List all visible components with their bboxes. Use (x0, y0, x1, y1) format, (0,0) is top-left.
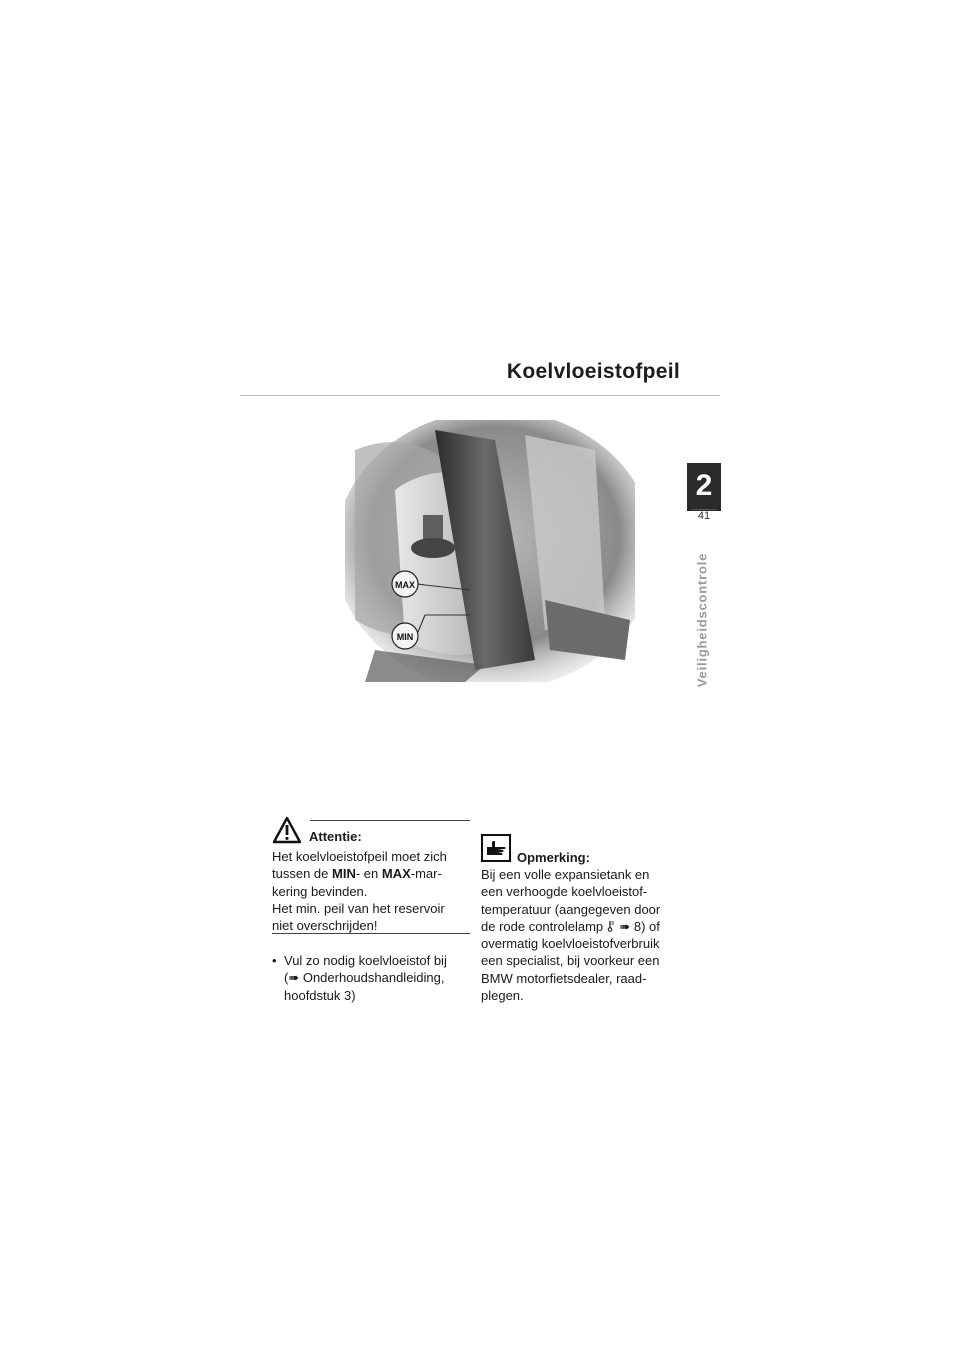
coolant-temperature-lamp-icon (607, 920, 616, 932)
note-line: een specialist, bij voorkeur een (481, 953, 660, 969)
chapter-number: 2 (695, 469, 713, 502)
instruction-line: (➠ Onderhoudshandleiding, (284, 970, 445, 986)
note-text (481, 866, 687, 1004)
warning-line: Het koelvloeistofpeil moet zich (272, 849, 447, 864)
note-title: Opmerking: (517, 850, 590, 865)
warning-line: Het min. peil van het reservoir (272, 900, 445, 916)
title-divider (240, 395, 720, 396)
note-line: BMW motorfietsdealer, raad- (481, 970, 647, 986)
section-side-label: Veiligheidscontrole (694, 552, 710, 688)
note-line: overmatig koelvloeistofverbruik (481, 936, 660, 952)
warning-top-rule (310, 820, 470, 821)
warning-triangle-icon (272, 816, 302, 844)
text-fragment: tussen de (272, 866, 332, 882)
chapter-tab (687, 463, 721, 533)
instruction-line: hoofdstuk 3) (284, 987, 356, 1003)
text-fragment: ➠ 8) of (615, 918, 660, 934)
note-line: temperatuur (aangegeven door (481, 901, 661, 917)
warning-line (272, 865, 472, 882)
instruction-line: Vul zo nodig koelvloeistof bij (284, 953, 447, 968)
warning-title: Attentie: (309, 829, 362, 844)
text-fragment: de rode controlelamp (481, 918, 607, 934)
warning-bottom-rule (272, 933, 470, 934)
bullet-mark: • (272, 953, 277, 968)
max-keyword: MAX (381, 866, 411, 882)
warning-line: niet overschrijden! (272, 918, 378, 934)
coolant-reservoir-photo (345, 420, 635, 682)
note-line: Bij een volle expansietank en (481, 867, 650, 882)
page-number: 41 (697, 510, 711, 522)
text-fragment: -mar- (410, 866, 442, 882)
min-marker-label: MIN (396, 632, 414, 642)
note-line: een verhoogde koelvloeistof- (481, 884, 648, 900)
note-line (481, 918, 687, 935)
note-line: plegen. (481, 988, 524, 1004)
max-marker-label: MAX (395, 580, 415, 590)
page-title: Koelvloeistofpeil (506, 360, 680, 383)
warning-text (272, 848, 472, 934)
text-fragment: - en (355, 866, 382, 882)
min-keyword: MIN (332, 866, 356, 882)
note-hand-icon (481, 834, 511, 862)
warning-line: kering bevinden. (272, 883, 368, 899)
